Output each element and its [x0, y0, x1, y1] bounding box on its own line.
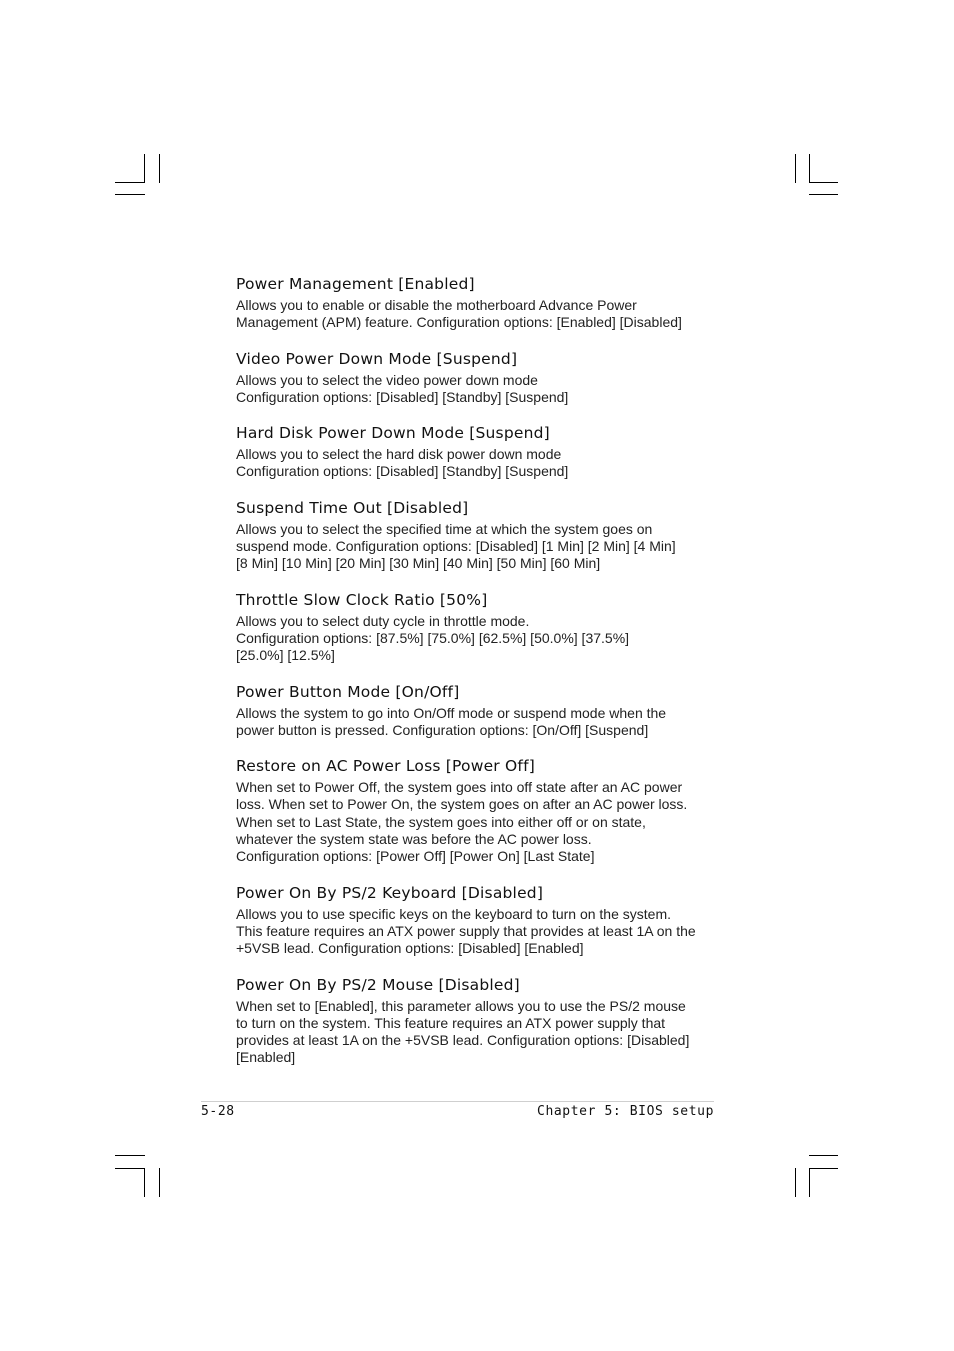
description-line: When set to Last State, the system goes into either off or on state, — [236, 813, 646, 830]
section-description — [236, 998, 716, 1067]
description-line: suspend mode. Configuration options: [Disabled] [1 Min] [2 Min] [4 Min] — [236, 538, 676, 555]
section-suspend-time-out — [236, 497, 716, 573]
section-hard-disk-power-down-mode — [236, 422, 716, 481]
section-description — [236, 705, 716, 740]
crop-mark-bottom-right-v2 — [795, 1168, 796, 1197]
section-description — [236, 372, 716, 407]
section-description — [236, 446, 716, 481]
section-power-on-by-ps2-mouse — [236, 974, 716, 1067]
description-line: provides at least 1A on the +5VSB lead. Configuration options: [Disabled] — [236, 1032, 690, 1049]
section-description — [236, 613, 716, 665]
section-heading: Power On By PS/2 Keyboard [Disabled] — [236, 883, 544, 902]
section-heading: Power On By PS/2 Mouse [Disabled] — [236, 975, 520, 994]
crop-mark-top-right-h — [809, 182, 838, 183]
description-line: Configuration options: [Disabled] [Standby] [Suspend] — [236, 463, 569, 480]
description-line: Configuration options: [Power Off] [Power On] [Last State] — [236, 848, 595, 865]
description-line: When set to Power Off, the system goes into off state after an AC power — [236, 779, 683, 796]
section-heading: Hard Disk Power Down Mode [Suspend] — [236, 424, 550, 443]
description-line: [8 Min] [10 Min] [20 Min] [30 Min] [40 Min] [50 Min] [60 Min] — [236, 555, 601, 572]
section-power-button-mode — [236, 681, 716, 740]
crop-mark-bottom-right-h2 — [809, 1168, 838, 1169]
bios-power-settings-content — [236, 273, 716, 1083]
section-heading: Video Power Down Mode [Suspend] — [236, 349, 518, 368]
description-line: This feature requires an ATX power supply that provides at least 1A on the — [236, 922, 696, 939]
crop-mark-bottom-left-h2 — [115, 1168, 145, 1169]
page-number: 5-28 — [201, 1104, 235, 1119]
crop-mark-bottom-left-v — [144, 1168, 145, 1197]
crop-mark-top-right-h2 — [809, 194, 838, 195]
section-heading: Power Management [Enabled] — [236, 275, 475, 293]
chapter-title: Chapter 5: BIOS setup — [537, 1104, 714, 1119]
crop-mark-bottom-right-h — [809, 1155, 838, 1156]
section-description — [236, 779, 716, 865]
description-line: [Enabled] — [236, 1049, 296, 1066]
section-video-power-down-mode — [236, 348, 716, 407]
description-line: +5VSB lead. Configuration options: [Disabled] [Enabled] — [236, 940, 584, 957]
description-line: Management (APM) feature. Configuration options: [Enabled] [Disabled] — [236, 314, 682, 331]
footer-divider — [201, 1101, 714, 1102]
section-description — [236, 906, 716, 958]
description-line: Allows the system to go into On/Off mode or suspend mode when the — [236, 704, 667, 721]
description-line: Allows you to enable or disable the motherboard Advance Power — [236, 297, 637, 313]
description-line: to turn on the system. This feature requires an ATX power supply that — [236, 1014, 666, 1031]
section-description — [236, 297, 716, 332]
section-heading: Suspend Time Out [Disabled] — [236, 498, 469, 517]
crop-mark-bottom-right-v — [809, 1168, 810, 1197]
crop-mark-top-left-h2 — [115, 194, 145, 195]
section-throttle-slow-clock-ratio — [236, 589, 716, 665]
section-power-on-by-ps2-keyboard — [236, 882, 716, 958]
section-power-management — [236, 273, 716, 332]
section-description — [236, 521, 716, 573]
description-line: Allows you to select the video power down mode — [236, 371, 538, 388]
crop-mark-top-left-v — [144, 154, 145, 183]
description-line: Allows you to use specific keys on the keyboard to turn on the system. — [236, 905, 671, 922]
description-line: Configuration options: [87.5%] [75.0%] [62.5%] [50.0%] [37.5%] — [236, 629, 630, 646]
description-line: whatever the system state was before the AC power loss. — [236, 831, 592, 848]
crop-mark-bottom-left-h — [115, 1155, 145, 1156]
section-heading: Restore on AC Power Loss [Power Off] — [236, 757, 535, 776]
crop-mark-top-right-v2 — [795, 154, 796, 183]
crop-mark-top-left-v2 — [159, 154, 160, 183]
crop-mark-top-right-v — [809, 154, 810, 183]
crop-mark-bottom-left-v2 — [159, 1168, 160, 1197]
description-line: Configuration options: [Disabled] [Standby] [Suspend] — [236, 388, 569, 405]
section-restore-on-ac-power-loss — [236, 755, 716, 865]
section-heading: Power Button Mode [On/Off] — [236, 682, 460, 701]
description-line: When set to [Enabled], this parameter allows you to use the PS/2 mouse — [236, 997, 686, 1014]
description-line: Allows you to select duty cycle in throttle mode. — [236, 612, 530, 629]
crop-mark-top-left-h — [115, 182, 145, 183]
description-line: [25.0%] [12.5%] — [236, 647, 335, 664]
description-line: Allows you to select the hard disk power down mode — [236, 446, 562, 463]
section-heading: Throttle Slow Clock Ratio [50%] — [236, 590, 488, 609]
description-line: loss. When set to Power On, the system goes on after an AC power loss. — [236, 796, 688, 813]
description-line: Allows you to select the specified time at which the system goes on — [236, 520, 653, 537]
description-line: power button is pressed. Configuration options: [On/Off] [Suspend] — [236, 721, 649, 738]
